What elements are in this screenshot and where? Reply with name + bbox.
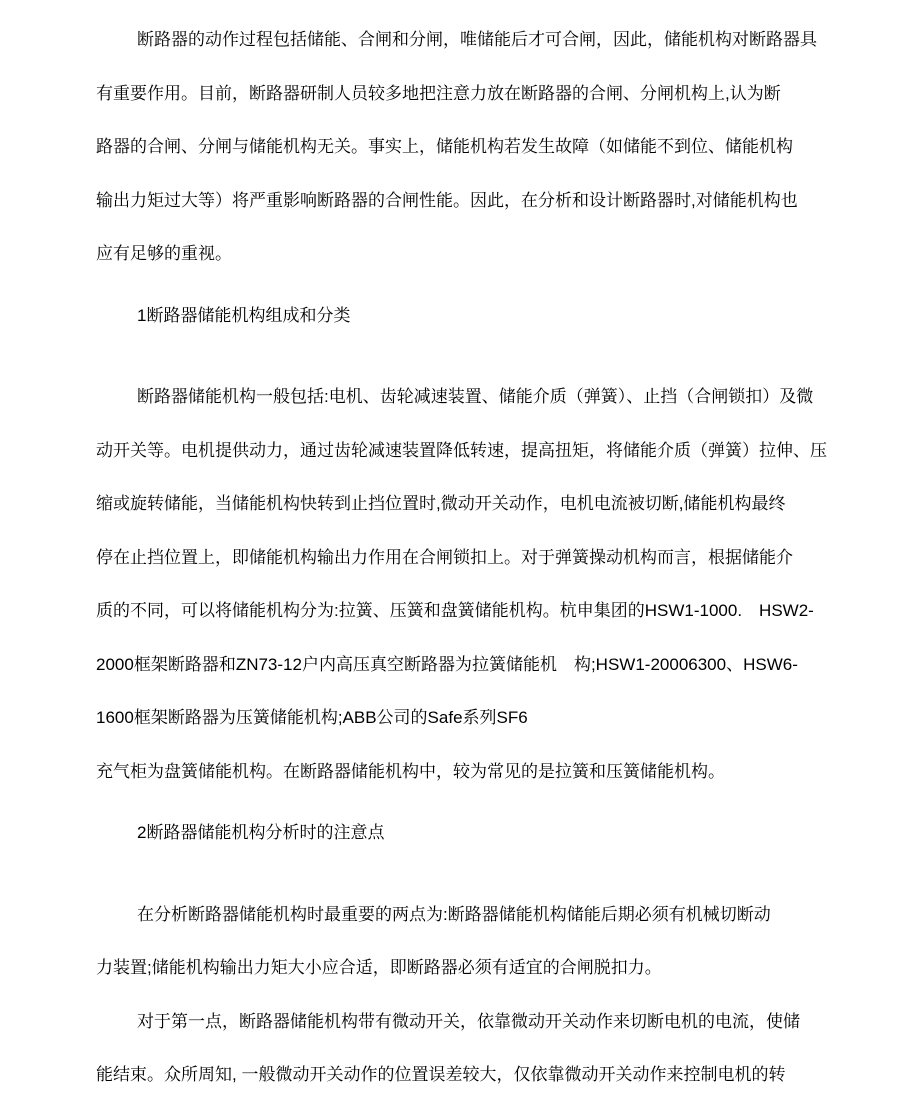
- text-line: 对于第一点，断路器储能机构带有微动开关，依靠微动开关动作来切断电机的电流，使储: [137, 1011, 800, 1031]
- paragraph-section-1: [96, 370, 920, 798]
- text-line: 断路器储能机构一般包括:电机、齿轮减速装置、储能介质（弹簧）、止挡（合闸锁扣）及微: [137, 387, 814, 406]
- text-line: 断路器的动作过程包括储能、合闸和分闸，唯储能后才可合闸，因此，储能机构对断路器具: [137, 30, 817, 49]
- paragraph-intro: [96, 13, 920, 281]
- text-line: 质的不同，可以将储能机构分为:拉簧、压簧和盘簧储能机构。杭申集团的HSW1-1000. HSW2-: [96, 601, 814, 620]
- text-line: 力装置;储能机构输出力矩大小应合适，即断路器必须有适宜的合闸脱扣力。: [96, 958, 662, 977]
- text-line: 动开关等。电机提供动力，通过齿轮减速装置降低转速，提高扭矩，将储能介质（弹簧）拉伸、压: [96, 440, 827, 460]
- text-line: 输出力矩过大等）将严重影响断路器的合闸性能。因此，在分析和设计断路器时,对储能机构也: [96, 190, 798, 210]
- text-line: 充气柜为盘簧储能机构。在断路器储能机构中，较为常见的是拉簧和压簧储能机构。: [96, 761, 725, 781]
- text-line: 停在止挡位置上，即储能机构输出力作用在合闸锁扣上。对于弹簧操动机构而言，根据储能介: [96, 547, 793, 567]
- text-line: 能结束。众所周知, 一般微动开关动作的位置误差较大，仅依靠微动开关动作来控制电机的转: [96, 1065, 786, 1084]
- text-line: 2000框架断路器和ZN73-12户内高压真空断路器为拉簧储能机 构;HSW1-20006300、HSW6-: [96, 654, 798, 674]
- text-line: 有重要作用。目前，断路器研制人员较多地把注意力放在断路器的合闸、分闸机构上,认为断: [96, 83, 781, 103]
- section-heading-2: 2断路器储能机构分析时的注意点: [137, 823, 385, 842]
- text-line: 应有足够的重视。: [96, 244, 232, 263]
- paragraph-section-2-detail: [96, 995, 920, 1096]
- text-line: 缩或旋转储能，当储能机构快转到止挡位置时,微动开关动作，电机电流被切断,储能机构最终: [96, 494, 786, 513]
- text-line: 在分析断路器储能机构时最重要的两点为:断路器储能机构储能后期必须有机械切断动: [137, 904, 771, 924]
- section-heading-1: 1断路器储能机构组成和分类: [137, 305, 351, 325]
- text-line: 路器的合闸、分闸与储能机构无关。事实上，储能机构若发生故障（如储能不到位、储能机构: [96, 137, 793, 156]
- paragraph-section-2-points: [96, 888, 920, 995]
- text-line: 1600框架断路器为压簧储能机构;ABB公司的Safe系列SF6: [96, 708, 528, 727]
